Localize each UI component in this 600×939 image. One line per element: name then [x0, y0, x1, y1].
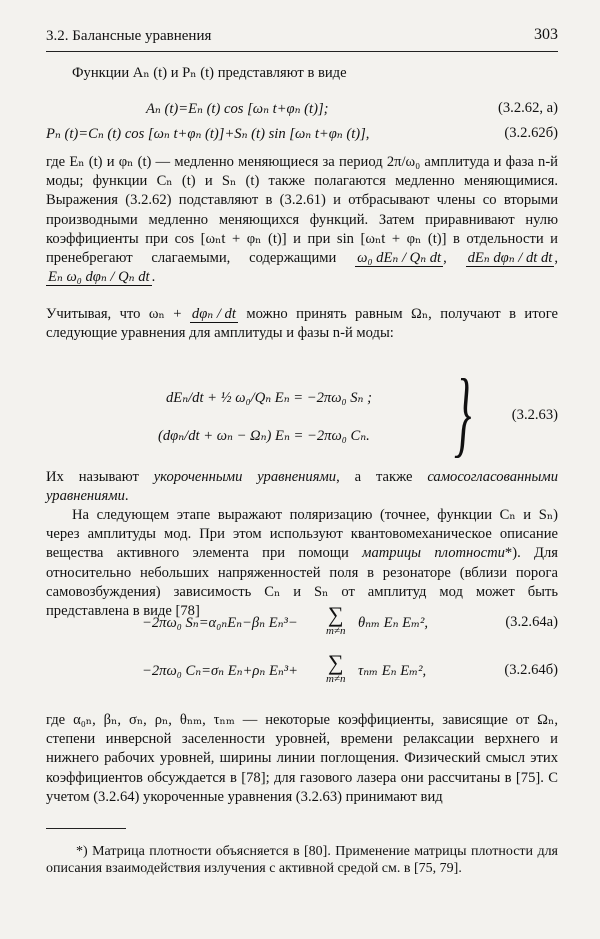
equation-number: (3.2.64б): [504, 662, 558, 678]
sum-subscript: m≠n: [326, 673, 346, 685]
footnote-rule: [46, 828, 126, 829]
summation: ∑ m≠n: [326, 602, 346, 637]
equation-number: (3.2.64а): [505, 614, 558, 630]
equation-3-2-63: [46, 359, 558, 466]
formula-left: −2πω₀ Sₙ=α₀ₙEₙ−βₙ Eₙ³−: [142, 615, 298, 631]
paragraph-3-before: Их называют: [46, 469, 139, 485]
paragraph-1-text: где Eₙ (t) и φₙ (t) — медленно меняющиеся за период 2π/ω₀ амплитуда и фаза n-й моды; функции Cₙ (t) и Sₙ (t) также полагаются медленно меняющимися. Выражения (3.2.62) подставляют в (3.2.61) и отбрасывают члены со вторыми производными медленно меняющихся функций. Затем приравнивают нулю коэффициенты при cos [ωₙt + φₙ (t)] и при sin [ωₙt + φₙ (t)] в отдельности и пренебрегают слагаемыми, содержащими: [46, 154, 558, 267]
paragraph-3-middle: , а также: [336, 469, 413, 485]
paragraph-4-before: На следующем этапе выражают поляризацию (точнее, функции Cₙ и Sₙ) через амплитуды мод. При этом используют квантовомеханическое описание вещества активного элемента при помощи: [46, 507, 558, 562]
equation-line-1: dEₙ/dt + ½ ω₀/Qₙ Eₙ = −2πω₀ Sₙ ;: [166, 390, 372, 406]
equation-number: (3.2.63): [511, 407, 558, 423]
formula: Pₙ (t)=Cₙ (t) cos [ωₙ t+φₙ (t)]+Sₙ (t) sin [ωₙ t+φₙ (t)],: [46, 126, 370, 142]
equation-line-2: (dφₙ/dt + ωₙ − Ωₙ) Eₙ = −2πω₀ Cₙ.: [158, 428, 370, 444]
term-self-consistent-equations: самосогласованными уравнениями: [46, 469, 559, 505]
paragraph-3-after: .: [124, 488, 129, 505]
equation-3-2-64b: [46, 650, 558, 694]
sum-subscript: m≠n: [326, 625, 346, 637]
equation-3-2-62a: [46, 100, 558, 120]
right-brace: }: [454, 359, 472, 466]
dphi-dt-fraction: dφₙ / dt: [191, 306, 236, 323]
section-title: 3.2. Балансные уравнения: [46, 28, 212, 44]
term-shortened-equations: укороченными уравнениями: [153, 469, 337, 485]
summation: ∑ m≠n: [326, 650, 346, 685]
paragraph-2-after: можно принять равным Ωₙ, получают в итоге следующие уравнения для амплитуды и фазы n-й моды:: [46, 306, 558, 342]
formula-right: τₙₘ Eₙ Eₘ²,: [358, 663, 427, 679]
term-3: Eₙ ω₀ dφₙ / Qₙ dt: [48, 269, 150, 286]
formula-left: −2πω₀ Cₙ=σₙ Eₙ+ρₙ Eₙ³+: [142, 663, 299, 679]
footnote: *) Матрица плотности объясняется в [80]. Применение матрицы плотности для описания взаимодействия излучения с активной средой см. в [75, 79].: [46, 844, 558, 876]
equation-3-2-64a: [46, 602, 558, 646]
page-number: 303: [534, 26, 558, 43]
paragraph-2: [46, 305, 558, 343]
equation-number: (3.2.62, а): [498, 100, 558, 116]
paragraph-4-after: *). Для относительно небольших напряженностей поля в резонаторе (вблизи порога самовозбуждения) зависимость Cₙ и Sₙ от амплитуд мод может быть представлена в виде [78]: [46, 545, 558, 620]
formula-right: θₙₘ Eₙ Eₘ²,: [358, 615, 429, 631]
paragraph-3: [46, 468, 558, 506]
equation-number: (3.2.62б): [504, 125, 558, 141]
term-density-matrix: матрицы плотности: [362, 545, 505, 562]
formula: Aₙ (t)=Eₙ (t) cos [ωₙ t+φₙ (t)];: [146, 101, 329, 117]
term-2: dEₙ dφₙ / dt dt: [467, 250, 553, 267]
equation-3-2-62b: [46, 125, 558, 145]
header-rule: [46, 51, 558, 52]
paragraph-5: где α₀ₙ, βₙ, σₙ, ρₙ, θₙₘ, τₙₘ — некоторые коэффициенты, зависящие от Ωₙ, степени инверсной заселенности уровней, времени релаксации верхнего и нижнего рабочих уровней, ширины линии поглощения. Физический смысл этих коэффициентов обсуждается в [78]; для газового лазера они рассчитаны в [75]. С учетом (3.2.64) укороченные уравнения (3.2.63) принимают вид: [46, 712, 558, 805]
intro-line: Функции Aₙ (t) и Pₙ (t) представляют в виде: [72, 65, 347, 81]
paragraph-2-before: Учитывая, что ωₙ +: [46, 306, 182, 322]
paragraph-4: [46, 506, 558, 621]
paragraph-1: где Eₙ (t) и φₙ (t) — медленно меняющиеся за период 2π/ω₀ амплитуда и фаза n-й моды; функции Cₙ (t) и Sₙ (t) также полагаются медленно меняющимися. Выражения (3.2.62) подставляют в (3.2.61) и отбрасывают члены со вторыми производными медленно меняющихся функций. Затем приравнивают нулю коэффициенты при cos [ωₙt + φₙ (t)] и при sin [ωₙt + φₙ (t)] в отдельности и пренебрегают слагаемыми, содержащими ω₀ dEₙ / Qₙ dt , dEₙ dφₙ / dt dt , Eₙ ω₀ dφₙ / Qₙ dt .: [46, 154, 558, 286]
running-header: [46, 22, 558, 48]
term-1: ω₀ dEₙ / Qₙ dt: [357, 250, 442, 267]
